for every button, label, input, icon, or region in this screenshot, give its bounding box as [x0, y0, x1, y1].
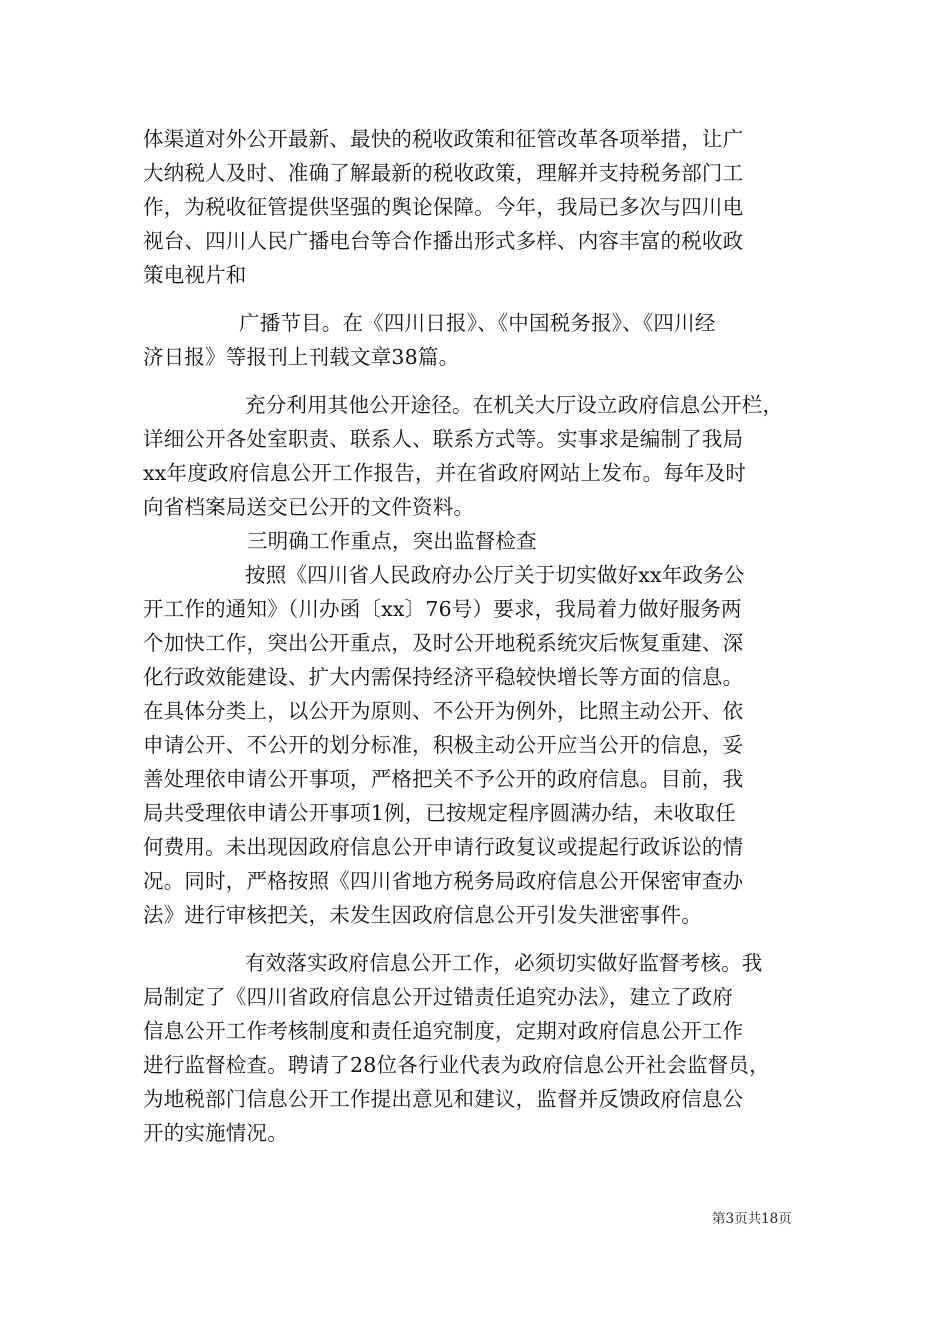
- text-line: 况。同时，严格按照《四川省地方税务局政府信息公开保密审查办: [143, 869, 744, 893]
- text-line: 大纳税人及时、准确了解最新的税收政策，理解并支持税务部门工: [143, 161, 744, 185]
- text-line: 信息公开工作考核制度和责任追究制度，定期对政府信息公开工作: [143, 1019, 744, 1043]
- text-line: 向省档案局送交已公开的文件资料。: [143, 495, 475, 519]
- text-line: 详细公开各处室职责、联系人、联系方式等。实事求是编制了我局: [143, 427, 744, 451]
- text-line: 作，为税收征管提供坚强的舆论保障。今年，我局已多次与四川电: [143, 195, 744, 219]
- text-line: 个加快工作，突出公开重点，及时公开地税系统灾后恢复重建、深: [143, 631, 744, 655]
- text-line: 开的实施情况。: [143, 1121, 288, 1145]
- text-line: 按照《四川省人民政府办公厅关于切实做好xx年政务公: [245, 563, 745, 587]
- text-line: 开工作的通知》（川办函〔xx〕76号）要求，我局着力做好服务两: [143, 597, 742, 621]
- text-line: 济日报》等报刊上刊载文章38篇。: [143, 345, 460, 369]
- text-line: 视台、四川人民广播电台等合作播出形式多样、内容丰富的税收政: [143, 229, 744, 253]
- text-line: 有效落实政府信息公开工作，必须切实做好监督考核。我: [245, 951, 763, 975]
- text-line: 为地税部门信息公开工作提出意见和建议，监督并反馈政府信息公: [143, 1087, 744, 1111]
- text-line: 局共受理依申请公开事项1例，已按规定程序圆满办结，未收取任: [143, 801, 736, 825]
- body-text: [143, 122, 821, 1150]
- text-line: 善处理依申请公开事项，严格把关不予公开的政府信息。目前，我: [143, 767, 744, 791]
- text-line: 何费用。未出现因政府信息公开申请行政复议或提起行政诉讼的情: [143, 835, 744, 859]
- text-line: xx年度政府信息公开工作报告，并在省政府网站上发布。每年及时: [143, 461, 747, 485]
- text-line: 法》进行审核把关，未发生因政府信息公开引发失泄密事件。: [143, 903, 702, 927]
- text-line: 进行监督检查。聘请了28位各行业代表为政府信息公开社会监督员，: [143, 1053, 770, 1077]
- text-line: 在具体分类上，以公开为原则、不公开为例外，比照主动公开、依: [143, 699, 744, 723]
- text-line: 体渠道对外公开最新、最快的税收政策和征管改革各项举措，让广: [143, 127, 744, 151]
- section-heading: 三明确工作重点，突出监督检查: [247, 529, 537, 553]
- text-line: 策电视片和: [143, 263, 247, 287]
- text-line: 申请公开、不公开的划分标准，积极主动公开应当公开的信息，妥: [143, 733, 744, 757]
- page-number: 第3页共18页: [712, 1211, 792, 1227]
- text-line: 化行政效能建设、扩大内需保持经济平稳较快增长等方面的信息。: [143, 665, 744, 689]
- text-line: 充分利用其他公开途径。在机关大厅设立政府信息公开栏，: [245, 393, 784, 417]
- text-line: 局制定了《四川省政府信息公开过错责任追究办法》，建立了政府: [143, 985, 734, 1009]
- text-line: 广播节目。在《四川日报》、《中国税务报》、《四川经: [239, 311, 716, 335]
